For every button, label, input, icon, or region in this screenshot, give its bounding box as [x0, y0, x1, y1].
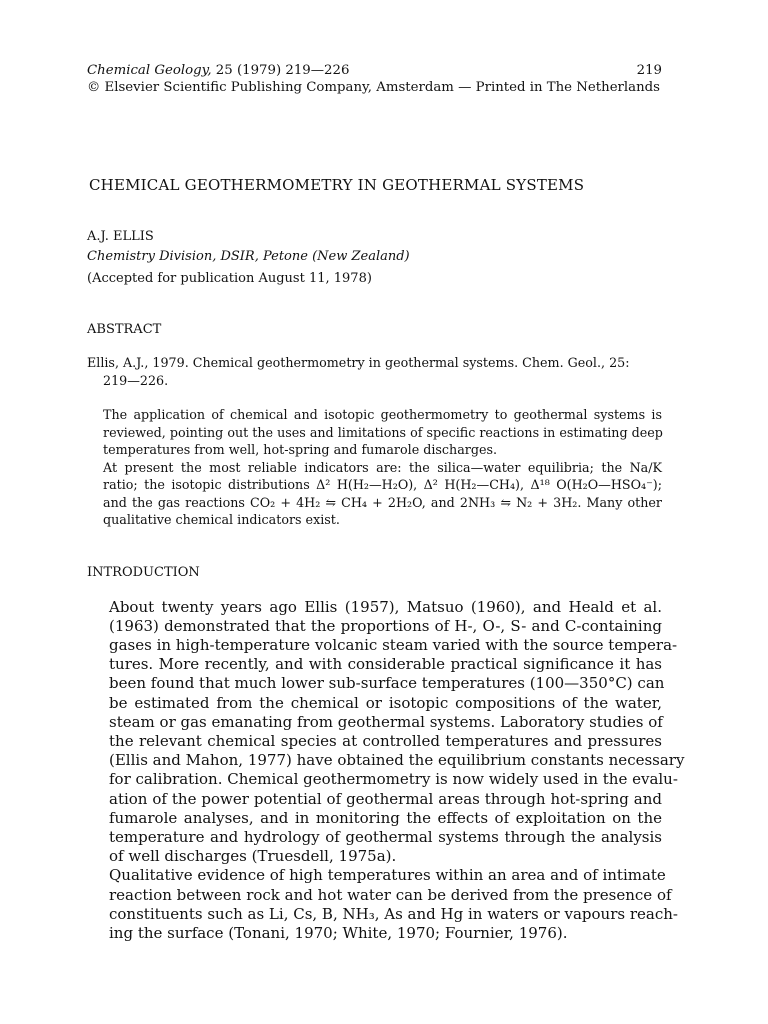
text-line: (1963) demonstrated that the proportions of H-, O-, S- and C-containing	[109, 616, 662, 635]
abstract-paragraph	[87, 459, 662, 529]
text-line: temperatures from well, hot-spring and fumarole discharges.	[103, 442, 498, 457]
text-line: for calibration. Chemical geothermometry is now widely used in the evalu-	[109, 770, 678, 789]
author-name: A.J. ELLIS	[87, 229, 154, 244]
text-line: reviewed, pointing out the uses and limitations of specific reactions in estimating deep	[103, 424, 663, 440]
body-paragraph	[87, 866, 678, 943]
text-line: been found that much lower sub-surface temperatures (100—350°C) can	[109, 674, 665, 693]
abstract-citation	[87, 354, 662, 390]
copyright-line: © Elsevier Scientific Publishing Company, Amsterdam — Printed in The Netherlands	[87, 80, 660, 95]
text-line: constituents such as Li, Cs, B, NH₃, As and Hg in waters or vapours reach-	[109, 904, 678, 923]
page-number: 219	[636, 63, 662, 78]
text-line: ing the surface (Tonani, 1970; White, 1970; Fournier, 1976).	[109, 923, 568, 942]
text-line: reaction between rock and hot water can be derived from the presence of	[109, 885, 672, 904]
section-heading-introduction: INTRODUCTION	[87, 564, 200, 580]
body-paragraph	[87, 597, 685, 867]
text-line: At present the most reliable indicators are: the silica—water equilibria; the Na/K	[103, 459, 662, 475]
text-line: About twenty years ago Ellis (1957), Matsuo (1960), and Heald et al.	[109, 597, 662, 616]
text-line: gases in high-temperature volcanic steam varied with the source tempera-	[109, 635, 678, 654]
text-line: temperature and hydrology of geothermal systems through the analysis	[109, 827, 662, 846]
journal-volume: 25 (1979) 219—226	[215, 63, 350, 78]
text-line: (Ellis and Mahon, 1977) have obtained the equilibrium constants necessary	[109, 751, 685, 770]
text-line: of well discharges (Truesdell, 1975a).	[109, 847, 397, 866]
journal-page	[87, 62, 685, 943]
journal-citation	[87, 62, 349, 79]
text-line: tures. More recently, and with considerable practical significance it has	[109, 655, 662, 674]
article-title: CHEMICAL GEOTHERMOMETRY IN GEOTHERMAL SYSTEMS	[89, 176, 585, 194]
accepted-date: (Accepted for publication August 11, 1978)	[87, 271, 372, 286]
citation-line: 219—226.	[103, 373, 169, 388]
running-header	[87, 62, 662, 79]
abstract-heading: ABSTRACT	[87, 322, 162, 337]
text-line: qualitative chemical indicators exist.	[103, 512, 340, 527]
text-line: the relevant chemical species at controlled temperatures and pressures	[109, 731, 662, 750]
text-line: and the gas reactions CO₂ + 4H₂ ⇋ CH₄ + 2H₂O, and 2NH₃ ⇋ N₂ + 3H₂. Many other	[103, 494, 662, 510]
author-affiliation: Chemistry Division, DSIR, Petone (New Zealand)	[87, 249, 410, 264]
text-line: ratio; the isotopic distributions Δ² H(H₂—H₂O), Δ² H(H₂—CH₄), Δ¹⁸ O(H₂O—HSO₄⁻);	[103, 477, 662, 492]
text-line: fumarole analyses, and in monitoring the effects of exploitation on the	[109, 808, 662, 827]
citation-line: Ellis, A.J., 1979. Chemical geothermometry in geothermal systems. Chem. Geol., 25:	[87, 355, 630, 370]
journal-name: Chemical Geology,	[87, 63, 212, 78]
text-line: be estimated from the chemical or isotopic compositions of the water,	[109, 693, 662, 712]
abstract-paragraph	[87, 406, 662, 459]
text-line: ation of the power potential of geothermal areas through hot-spring and	[109, 789, 662, 808]
text-line: The application of chemical and isotopic geothermometry to geothermal systems is	[103, 407, 662, 422]
text-line: steam or gas emanating from geothermal systems. Laboratory studies of	[109, 712, 663, 731]
text-line: Qualitative evidence of high temperatures within an area and of intimate	[109, 866, 666, 885]
